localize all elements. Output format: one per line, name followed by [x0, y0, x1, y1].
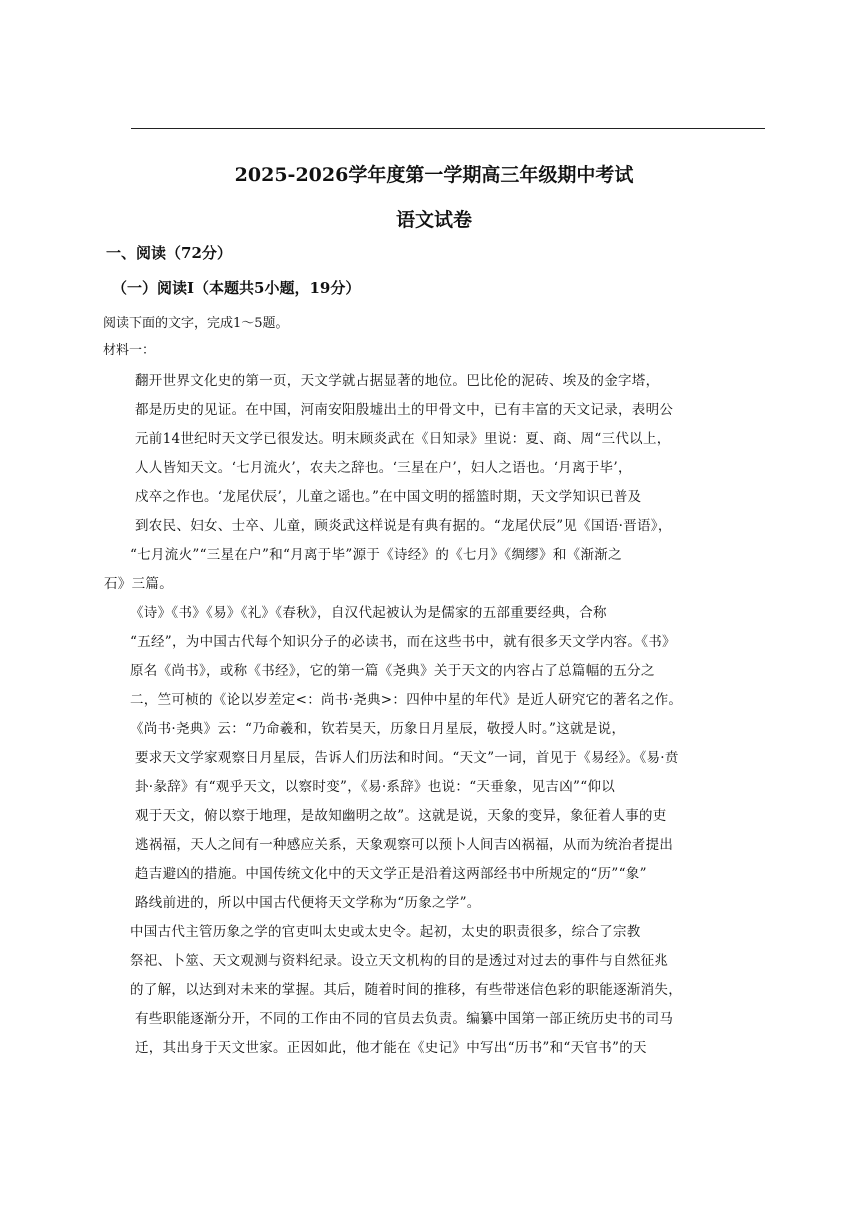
passage-line: 二，竺可桢的《论以岁差定<：尚书·尧典>：四仲中星的年代》是近人研究它的著名之作。	[130, 692, 683, 708]
passage-line: 翻开世界文化史的第一页，天文学就占据显著的地位。巴比伦的泥砖、埃及的金字塔，	[135, 373, 660, 389]
passage-line: “五经”，为中国古代每个知识分子的必读书，而在这些书中，就有很多天文学内容。《书》	[130, 634, 676, 650]
passage-line: 的了解，以达到对未来的掌握。其后，随着时间的推移，有些带迷信色彩的职能逐渐消失，	[130, 982, 682, 998]
passage-line: 迁，其出身于天文世家。正因如此，他才能在《史记》中写出“历书”和“天官书”的天	[135, 1040, 647, 1056]
passage-line: 中国古代主管历象之学的官吏叫太史或太史令。起初，太史的职责很多，综合了宗教	[130, 924, 641, 940]
passage-line: 石》三篇。	[104, 576, 173, 592]
passage-line: “七月流火”“三星在户”和“月离于毕”源于《诗经》的《七月》《绸缪》和《渐渐之	[130, 547, 622, 563]
subsection-heading-reading-1: （一）阅读Ⅰ（本题共5小题，19分）	[112, 279, 361, 297]
exam-title: 2025-2026学年度第一学期高三年级期中考试	[234, 164, 634, 186]
instruction-text: 阅读下面的文字，完成1～5题。	[103, 316, 289, 331]
passage-line: 人人皆知天文。‘七月流火’，农夫之辞也。‘三星在户’，妇人之语也。‘月离于毕’，	[135, 460, 632, 476]
passage-line: 祭祀、卜筮、天文观测与资料纪录。设立天文机构的目的是透过对过去的事件与自然征兆	[130, 953, 669, 969]
section-heading-reading: 一、阅读（72分）	[106, 244, 232, 262]
passage-line: 元前14世纪时天文学已很发达。明末顾炎武在《日知录》里说：夏、商、周“三代以上，	[135, 431, 671, 447]
passage-line: 原名《尚书》，或称《书经》，它的第一篇《尧典》关于天文的内容占了总篇幅的五分之	[130, 663, 655, 679]
passage-line: 逃祸福，天人之间有一种感应关系，天象观察可以预卜人间吉凶祸福，从而为统治者提出	[135, 837, 674, 853]
passage-line: 趋吉避凶的措施。中国传统文化中的天文学正是沿着这两部经书中所规定的“历”“象”	[135, 866, 647, 882]
passage-line: 路线前进的，所以中国古代便将天文学称为“历象之学”。	[135, 895, 481, 911]
passage-line: 卦·彖辞》有“观乎天文，以察时变”，《易·系辞》也说：“天垂象，见吉凶”“仰以	[135, 779, 616, 795]
passage-line: 戍卒之作也。‘龙尾伏辰’，儿童之谣也。”在中国文明的摇篮时期，天文学知识已普及	[135, 489, 642, 505]
header-rule	[131, 128, 765, 129]
passage-line: 《尚书·尧典》云：“乃命羲和，钦若昊天，历象日月星辰，敬授人时。”这就是说，	[130, 721, 626, 737]
exam-subtitle: 语文试卷	[395, 209, 472, 231]
material-label: 材料一：	[103, 343, 156, 358]
passage-line: 都是历史的见证。在中国，河南安阳殷墟出土的甲骨文中，已有丰富的天文记录，表明公	[135, 402, 674, 418]
passage-line: 要求天文学家观察日月星辰，告诉人们历法和时间。“天文”一词，首见于《易经》。《易·贲	[135, 750, 679, 766]
passage-line: 观于天文，俯以察于地理，是故知幽明之故”。这就是说，天象的变异，象征着人事的吏	[135, 808, 667, 824]
passage-line: 到农民、妇女、士卒、儿童，顾炎武这样说是有典有据的。“龙尾伏辰”见《国语·晋语》，	[135, 518, 672, 534]
passage-line: 《诗》《书》《易》《礼》《春秋》，自汉代起被认为是儒家的五部重要经典，合称	[130, 605, 607, 621]
passage-line: 有些职能逐渐分开，不同的工作由不同的官员去负责。编纂中国第一部正统历史书的司马	[135, 1011, 674, 1027]
